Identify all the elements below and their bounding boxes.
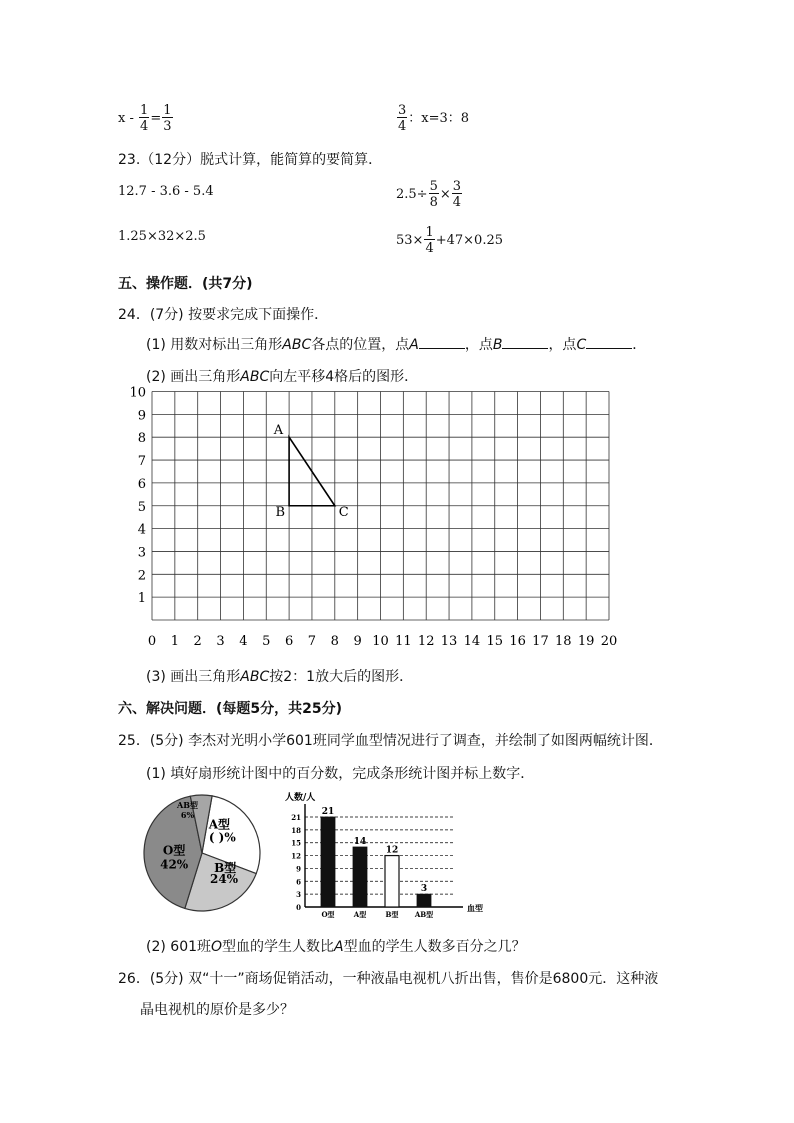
bar-value-label: 21 bbox=[321, 807, 335, 817]
coordinate-grid[interactable] bbox=[129, 385, 630, 658]
x-tick-label: 4 bbox=[239, 634, 248, 649]
bar-value-label: 12 bbox=[385, 845, 399, 856]
y-tick-label: 6 bbox=[137, 476, 146, 492]
bar-chart bbox=[283, 790, 483, 922]
pie-percent: 24% bbox=[209, 872, 239, 887]
bar bbox=[321, 817, 335, 907]
x-tick-label: A型 bbox=[353, 910, 367, 919]
y-tick-label: 3 bbox=[296, 890, 301, 900]
x-tick-label: 10 bbox=[372, 634, 389, 649]
pie-percent: 42% bbox=[160, 857, 189, 872]
q23-d: 53× $\frac{1}{4}$ +47×0.25 bbox=[396, 225, 503, 256]
q24-title: 24．(7分) 按要求完成下面操作． bbox=[118, 307, 329, 323]
x-tick-label: O型 bbox=[321, 910, 335, 919]
pie-label: AB型 bbox=[177, 799, 198, 810]
q26-line1: 26．(5分) 双“十一”商场促销活动，一种液晶电视机八折出售，售价是6800元．这种液 bbox=[118, 971, 659, 987]
x-tick-label: 16 bbox=[509, 634, 526, 649]
eq1-var: x bbox=[118, 111, 126, 126]
x-axis-title: 血型 bbox=[467, 903, 483, 913]
answer-blank-b[interactable] bbox=[502, 336, 548, 349]
y-tick-label: 18 bbox=[291, 825, 301, 835]
x-tick-label: AB型 bbox=[414, 910, 434, 919]
y-tick-label: 3 bbox=[137, 545, 146, 561]
eq1-equals: = bbox=[150, 111, 162, 126]
y-tick-label: 4 bbox=[137, 522, 146, 538]
x-tick-label: 13 bbox=[440, 634, 458, 649]
x-tick-label: 8 bbox=[330, 634, 339, 649]
x-tick-label: 1 bbox=[170, 634, 179, 649]
x-tick-label: 12 bbox=[417, 634, 435, 649]
pie-label: A型 bbox=[208, 817, 231, 832]
y-tick-label: 10 bbox=[129, 385, 146, 401]
bar bbox=[417, 894, 431, 907]
q24-part3: (3) 画出三角形ABC按2：1放大后的图形． bbox=[146, 669, 414, 685]
q23-b: 2.5÷ $\frac{5}{8}$ × $\frac{3}{4}$ bbox=[396, 179, 462, 210]
q23-title: 23.（12分）脱式计算，能简算的要简算． bbox=[118, 152, 383, 168]
bar bbox=[353, 847, 367, 907]
x-tick-label: 14 bbox=[463, 634, 481, 649]
x-tick-label: 11 bbox=[395, 634, 412, 649]
answer-blank-a[interactable] bbox=[419, 336, 465, 349]
y-tick-label: 5 bbox=[137, 499, 146, 515]
q23-a: 12.7 - 3.6 - 5.4 bbox=[118, 184, 214, 199]
y-axis-title: 人数/人 bbox=[285, 793, 316, 803]
pie-chart bbox=[140, 790, 265, 920]
x-tick-label: 20 bbox=[600, 634, 618, 649]
pie-percent: ( )% bbox=[208, 830, 236, 845]
eq1-minus: - bbox=[129, 111, 134, 126]
vertex-label-a: A bbox=[273, 423, 284, 439]
x-tick-label: 2 bbox=[193, 634, 202, 649]
y-tick-label: 12 bbox=[291, 851, 301, 861]
y-tick-label: 9 bbox=[296, 864, 301, 874]
pie-percent: 6% bbox=[180, 810, 195, 821]
eq1-fraction-2: $\frac{1}{3}$ bbox=[163, 103, 172, 134]
bar-value-label: 3 bbox=[420, 884, 428, 895]
x-tick-label: 18 bbox=[555, 634, 572, 649]
q25-part2: (2) 601班O型血的学生人数比A型血的学生人数多百分之几？ bbox=[146, 939, 526, 955]
q25-title: 25．(5分) 李杰对光明小学601班同学血型情况进行了调查，并绘制了如图两幅统计图． bbox=[118, 733, 663, 749]
y-tick-label: 0 bbox=[296, 903, 301, 912]
x-tick-label: 19 bbox=[577, 634, 595, 649]
equation-1 bbox=[118, 104, 174, 133]
q24-part2: (2) 画出三角形ABC向左平移4格后的图形． bbox=[146, 369, 419, 385]
answer-blank-c[interactable] bbox=[586, 336, 632, 349]
equation-2 bbox=[396, 104, 469, 133]
y-tick-label: 1 bbox=[137, 591, 146, 607]
vertex-label-b: B bbox=[275, 504, 286, 520]
x-tick-label: 6 bbox=[284, 634, 294, 649]
y-tick-label: 6 bbox=[296, 877, 301, 887]
x-tick-label: 15 bbox=[486, 634, 504, 649]
q26-line2: 晶电视机的原价是多少？ bbox=[140, 1002, 294, 1018]
x-tick-label: B型 bbox=[385, 910, 399, 919]
y-tick-label: 15 bbox=[291, 838, 301, 848]
x-tick-label: 3 bbox=[216, 634, 225, 649]
eq1-fraction-1: $\frac{1}{4}$ bbox=[140, 103, 149, 134]
x-tick-label: 0 bbox=[147, 634, 157, 649]
q24-part1: (1) 用数对标出三角形ABC各点的位置，点A ，点B ，点C ． bbox=[146, 337, 647, 353]
section-5-title: 五、操作题．(共7分) bbox=[118, 276, 253, 292]
x-tick-label: 17 bbox=[532, 634, 549, 649]
x-tick-label: 5 bbox=[262, 634, 271, 649]
y-tick-label: 2 bbox=[137, 568, 146, 584]
q25-part1: (1) 填好扇形统计图中的百分数，完成条形统计图并标上数字． bbox=[146, 766, 535, 782]
eq2-rest: ：x=3：8 bbox=[408, 111, 470, 126]
section-6-title: 六、解决问题．(每题5分，共25分) bbox=[118, 701, 343, 717]
eq2-fraction: $\frac{3}{4}$ bbox=[398, 103, 407, 134]
pie-label: B型 bbox=[214, 861, 237, 876]
vertex-label-c: C bbox=[338, 504, 349, 520]
y-tick-label: 21 bbox=[291, 813, 301, 822]
bar-value-label: 14 bbox=[353, 837, 367, 847]
pie-label: O型 bbox=[162, 843, 186, 858]
y-tick-label: 7 bbox=[137, 454, 146, 470]
x-tick-label: 9 bbox=[353, 634, 362, 649]
x-tick-label: 7 bbox=[307, 634, 317, 649]
y-tick-label: 8 bbox=[137, 431, 146, 447]
bar bbox=[385, 856, 399, 907]
q23-c: 1.25×32×2.5 bbox=[118, 229, 206, 244]
y-tick-label: 9 bbox=[137, 408, 146, 424]
